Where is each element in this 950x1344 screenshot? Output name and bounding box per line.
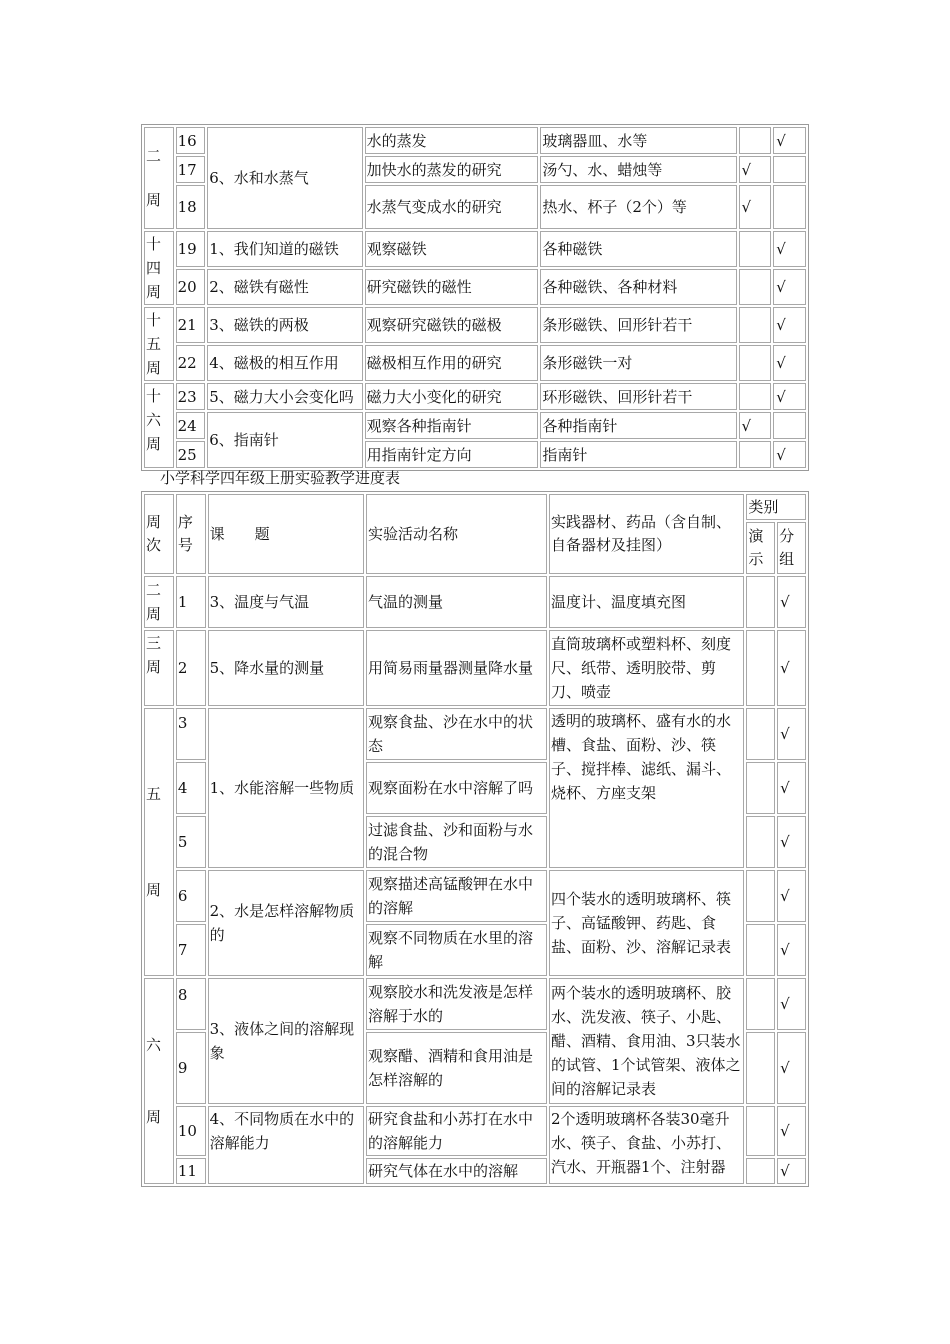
group-check: √	[777, 1106, 806, 1156]
activity-cell: 观察各种指南针	[365, 412, 539, 439]
seq-cell: 16	[176, 127, 206, 154]
header-group: 分组	[777, 522, 806, 574]
week-cell: 十四 周	[144, 231, 174, 305]
header-materials: 实践器材、药品（含自制、自备器材及挂图）	[549, 494, 744, 574]
activity-cell: 观察胶水和洗发液是怎样溶解于水的	[366, 978, 547, 1030]
topic-cell: 4、磁极的相互作用	[207, 345, 362, 381]
materials-cell: 条形磁铁一对	[540, 345, 736, 381]
seq-cell: 24	[176, 412, 206, 439]
demo-check	[746, 1158, 775, 1184]
demo-check: √	[739, 412, 772, 439]
seq-cell: 10	[176, 1106, 206, 1156]
materials-cell: 各种指南针	[540, 412, 736, 439]
activity-cell: 过滤食盐、沙和面粉与水的混合物	[366, 816, 547, 868]
demo-check	[746, 708, 775, 760]
group-check: √	[773, 345, 806, 381]
activity-cell: 观察面粉在水中溶解了吗	[366, 762, 547, 814]
table-row	[144, 412, 806, 439]
seq-cell: 21	[176, 307, 206, 343]
table-row	[144, 870, 806, 922]
seq-cell: 1	[176, 576, 206, 628]
week-cell: 五 周	[144, 708, 174, 976]
group-check	[773, 412, 806, 439]
group-check: √	[777, 870, 806, 922]
activity-cell: 用简易雨量器测量降水量	[366, 630, 547, 706]
demo-check	[739, 307, 772, 343]
seq-cell: 9	[176, 1032, 206, 1104]
activity-cell: 观察研究磁铁的磁极	[365, 307, 539, 343]
activity-cell: 气温的测量	[366, 576, 547, 628]
demo-check	[739, 127, 772, 154]
group-check: √	[773, 269, 806, 305]
activity-cell: 观察醋、酒精和食用油是怎样溶解的	[366, 1032, 547, 1104]
demo-check	[739, 345, 772, 381]
activity-cell: 研究磁铁的磁性	[365, 269, 539, 305]
demo-check	[739, 383, 772, 410]
seq-cell: 11	[176, 1158, 206, 1184]
topic-cell: 5、磁力大小会变化吗	[207, 383, 362, 410]
topic-cell: 2、磁铁有磁性	[207, 269, 362, 305]
group-check: √	[777, 1032, 806, 1104]
seq-cell: 19	[176, 231, 206, 267]
activity-cell: 观察不同物质在水里的溶解	[366, 924, 547, 976]
seq-cell: 8	[176, 978, 206, 1030]
week-cell: 十六 周	[144, 383, 174, 468]
materials-cell: 各种磁铁、各种材料	[540, 269, 736, 305]
group-check	[773, 156, 806, 183]
activity-cell: 磁力大小变化的研究	[365, 383, 539, 410]
seq-cell: 5	[176, 816, 206, 868]
topic-cell: 2、水是怎样溶解物质的	[208, 870, 364, 976]
table-row	[144, 231, 806, 267]
activity-cell: 观察食盐、沙在水中的状态	[366, 708, 547, 760]
demo-check	[746, 576, 775, 628]
topic-cell: 3、磁铁的两极	[207, 307, 362, 343]
topic-cell: 1、我们知道的磁铁	[207, 231, 362, 267]
activity-cell: 研究食盐和小苏打在水中的溶解能力	[366, 1106, 547, 1156]
materials-cell: 直筒玻璃杯或塑料杯、刻度尺、纸带、透明胶带、剪刀、喷壶	[549, 630, 744, 706]
group-check: √	[773, 307, 806, 343]
table-row	[144, 576, 806, 628]
topic-cell: 1、水能溶解一些物质	[208, 708, 364, 868]
materials-cell: 玻璃器皿、水等	[540, 127, 736, 154]
schedule-table-continued	[141, 124, 809, 471]
materials-cell: 2个透明玻璃杯各装30毫升水、筷子、食盐、小苏打、汽水、开瓶器1个、注射器	[549, 1106, 744, 1184]
materials-cell: 透明的玻璃杯、盛有水的水槽、食盐、面粉、沙、筷子、搅拌棒、滤纸、漏斗、烧杯、方座支架	[549, 708, 744, 868]
demo-check	[746, 1106, 775, 1156]
group-check: √	[777, 630, 806, 706]
demo-check	[746, 816, 775, 868]
materials-cell: 汤勺、水、蜡烛等	[540, 156, 736, 183]
group-check: √	[777, 978, 806, 1030]
table-row	[144, 630, 806, 706]
seq-cell: 3	[176, 708, 206, 760]
table-row	[144, 978, 806, 1030]
seq-cell: 22	[176, 345, 206, 381]
demo-check	[739, 441, 772, 468]
demo-check	[746, 870, 775, 922]
seq-cell: 2	[176, 630, 206, 706]
seq-cell: 25	[176, 441, 206, 468]
seq-cell: 17	[176, 156, 206, 183]
table-row	[144, 269, 806, 305]
table-caption: 小学科学四年级上册实验教学进度表	[160, 469, 401, 487]
table-row	[144, 127, 806, 154]
table-row	[144, 1106, 806, 1156]
topic-cell: 3、温度与气温	[208, 576, 364, 628]
header-category: 类别	[746, 494, 806, 520]
topic-cell: 6、水和水蒸气	[207, 127, 362, 229]
seq-cell: 23	[176, 383, 206, 410]
group-check: √	[777, 762, 806, 814]
demo-check: √	[739, 156, 772, 183]
activity-cell: 加快水的蒸发的研究	[365, 156, 539, 183]
materials-cell: 指南针	[540, 441, 736, 468]
demo-check	[746, 630, 775, 706]
materials-cell: 热水、杯子（2个）等	[540, 185, 736, 229]
materials-cell: 四个装水的透明玻璃杯、筷子、高锰酸钾、药匙、食盐、面粉、沙、溶解记录表	[549, 870, 744, 976]
header-seq: 序号	[176, 494, 206, 574]
materials-cell: 温度计、温度填充图	[549, 576, 744, 628]
group-check: √	[777, 816, 806, 868]
activity-cell: 水的蒸发	[365, 127, 539, 154]
materials-cell: 两个装水的透明玻璃杯、胶水、洗发液、筷子、小匙、醋、酒精、食用油、3只装水的试管、1个试管架、液体之间的溶解记录表	[549, 978, 744, 1104]
activity-cell: 研究气体在水中的溶解	[366, 1158, 547, 1184]
seq-cell: 6	[176, 870, 206, 922]
materials-cell: 环形磁铁、回形针若干	[540, 383, 736, 410]
table-row	[144, 383, 806, 410]
demo-check	[746, 978, 775, 1030]
materials-cell: 各种磁铁	[540, 231, 736, 267]
seq-cell: 4	[176, 762, 206, 814]
topic-cell: 6、指南针	[207, 412, 362, 468]
activity-cell: 观察磁铁	[365, 231, 539, 267]
group-check: √	[773, 441, 806, 468]
group-check: √	[777, 708, 806, 760]
group-check: √	[777, 924, 806, 976]
group-check: √	[773, 231, 806, 267]
week-cell: 二 周	[144, 576, 174, 628]
table-row	[144, 708, 806, 760]
week-cell: 二 周	[144, 127, 174, 229]
demo-check	[739, 231, 772, 267]
seq-cell: 18	[176, 185, 206, 229]
week-cell: 六 周	[144, 978, 174, 1184]
table-row	[144, 345, 806, 381]
topic-cell: 5、降水量的测量	[208, 630, 364, 706]
group-check: √	[773, 127, 806, 154]
header-demo: 演示	[746, 522, 775, 574]
demo-check	[746, 1032, 775, 1104]
schedule-table	[141, 491, 809, 1187]
seq-cell: 20	[176, 269, 206, 305]
activity-cell: 水蒸气变成水的研究	[365, 185, 539, 229]
demo-check	[746, 924, 775, 976]
group-check: √	[777, 576, 806, 628]
header-activity: 实验活动名称	[366, 494, 547, 574]
topic-cell: 4、不同物质在水中的溶解能力	[208, 1106, 364, 1184]
group-check: √	[777, 1158, 806, 1184]
group-check	[773, 185, 806, 229]
group-check: √	[773, 383, 806, 410]
seq-cell: 7	[176, 924, 206, 976]
activity-cell: 用指南针定方向	[365, 441, 539, 468]
activity-cell: 磁极相互作用的研究	[365, 345, 539, 381]
demo-check	[746, 762, 775, 814]
table-row	[144, 307, 806, 343]
materials-cell: 条形磁铁、回形针若干	[540, 307, 736, 343]
week-cell: 三 周	[144, 630, 174, 706]
demo-check: √	[739, 185, 772, 229]
week-cell: 十五 周	[144, 307, 174, 381]
header-row	[144, 494, 806, 520]
header-topic: 课 题	[208, 494, 364, 574]
topic-cell: 3、液体之间的溶解现象	[208, 978, 364, 1104]
header-week: 周次	[144, 494, 174, 574]
activity-cell: 观察描述高锰酸钾在水中的溶解	[366, 870, 547, 922]
demo-check	[739, 269, 772, 305]
